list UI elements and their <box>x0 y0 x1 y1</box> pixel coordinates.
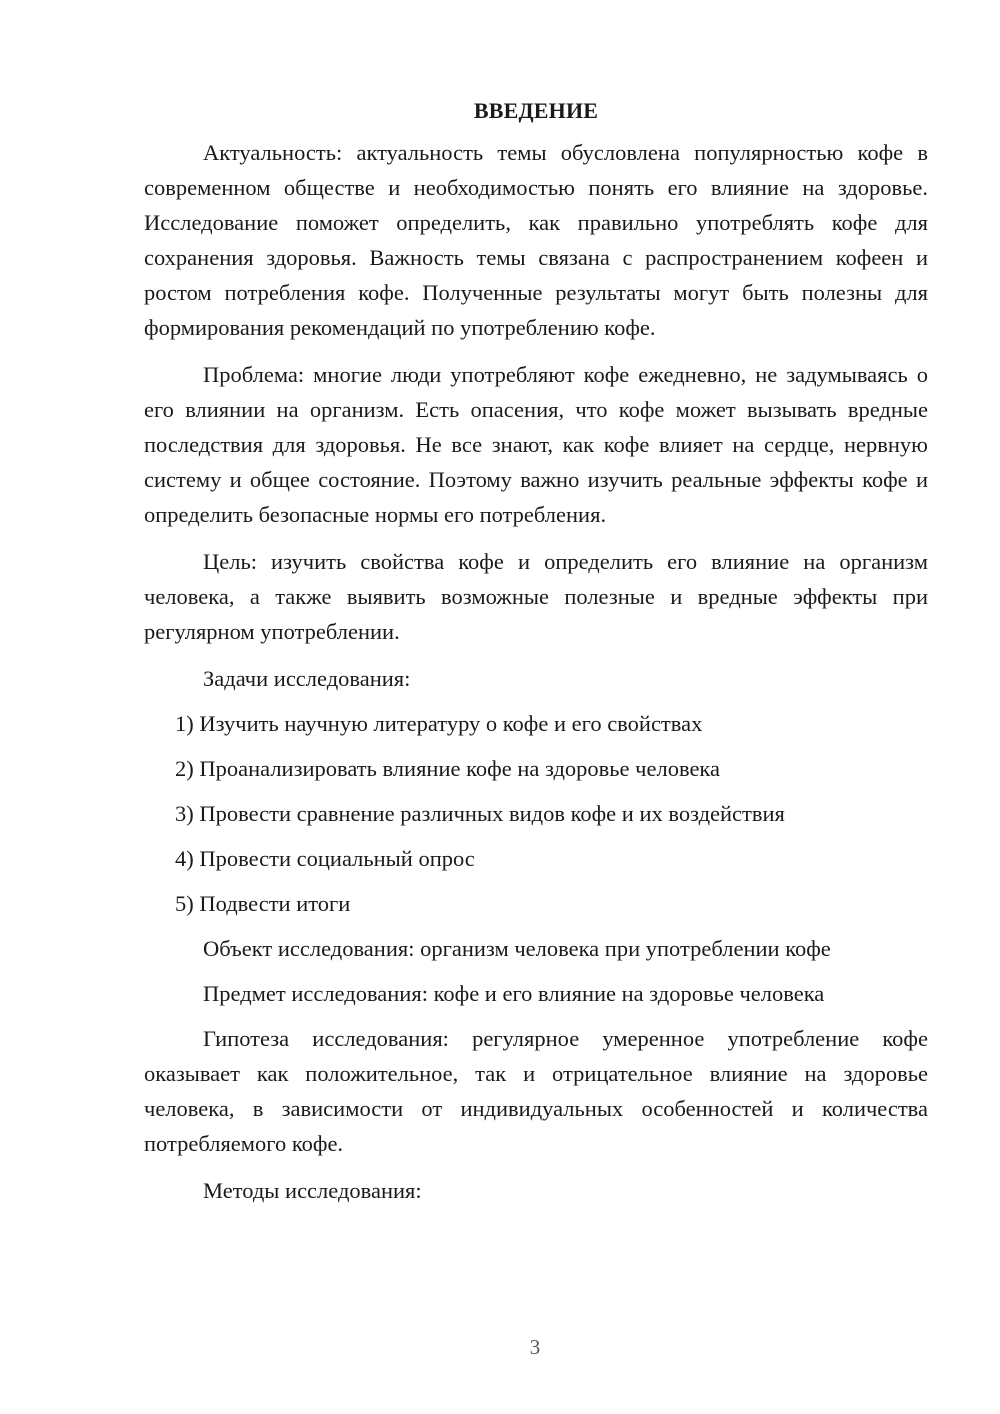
document-page <box>144 93 928 1218</box>
tasks-list <box>144 706 928 921</box>
section-title: ВВЕДЕНИЕ <box>473 98 599 123</box>
relevance-paragraph: Актуальность: актуальность темы обусловлена популярностью кофе в современном обществе и необходимостью понять его влияние на здоровье. Исследование поможет определить, как правильно употреблять кофе для сохранения здоровья. Важность темы связана с распространением кофеен и ростом потребления кофе. Полученные результаты могут быть полезны для формирования рекомендаций по употреблению кофе. <box>144 140 928 340</box>
goal-paragraph: Цель: изучить свойства кофе и определить его влияние на организм человека, а также выявить возможные полезные и вредные эффекты при регулярном употреблении. <box>144 549 928 644</box>
tasks-heading: Задачи исследования: <box>203 666 411 691</box>
task-item-4: 4) Провести социальный опрос <box>175 846 475 871</box>
task-item-3: 3) Провести сравнение различных видов кофе и их воздействия <box>175 801 785 826</box>
research-subject: Предмет исследования: кофе и его влияние на здоровье человека <box>203 981 825 1006</box>
task-item-5: 5) Подвести итоги <box>175 891 351 916</box>
methods-heading: Методы исследования: <box>203 1178 422 1203</box>
research-object: Объект исследования: организм человека при употреблении кофе <box>203 936 831 961</box>
task-item-2: 2) Проанализировать влияние кофе на здоровье человека <box>175 756 721 781</box>
page-number: 3 <box>529 1335 541 1359</box>
task-item-1: 1) Изучить научную литературу о кофе и его свойствах <box>175 711 703 736</box>
problem-paragraph: Проблема: многие люди употребляют кофе ежедневно, не задумываясь о его влиянии на организм. Есть опасения, что кофе может вызывать вредные последствия для здоровья. Не все знают, как кофе влияет на сердце, нервную систему и общее состояние. Поэтому важно изучить реальные эффекты кофе и определить безопасные нормы его потребления. <box>144 362 928 527</box>
hypothesis-paragraph: Гипотеза исследования: регулярное умеренное употребление кофе оказывает как положительное, так и отрицательное влияние на здоровье человека, в зависимости от индивидуальных особенностей и количества потребляемого кофе. <box>144 1026 928 1156</box>
